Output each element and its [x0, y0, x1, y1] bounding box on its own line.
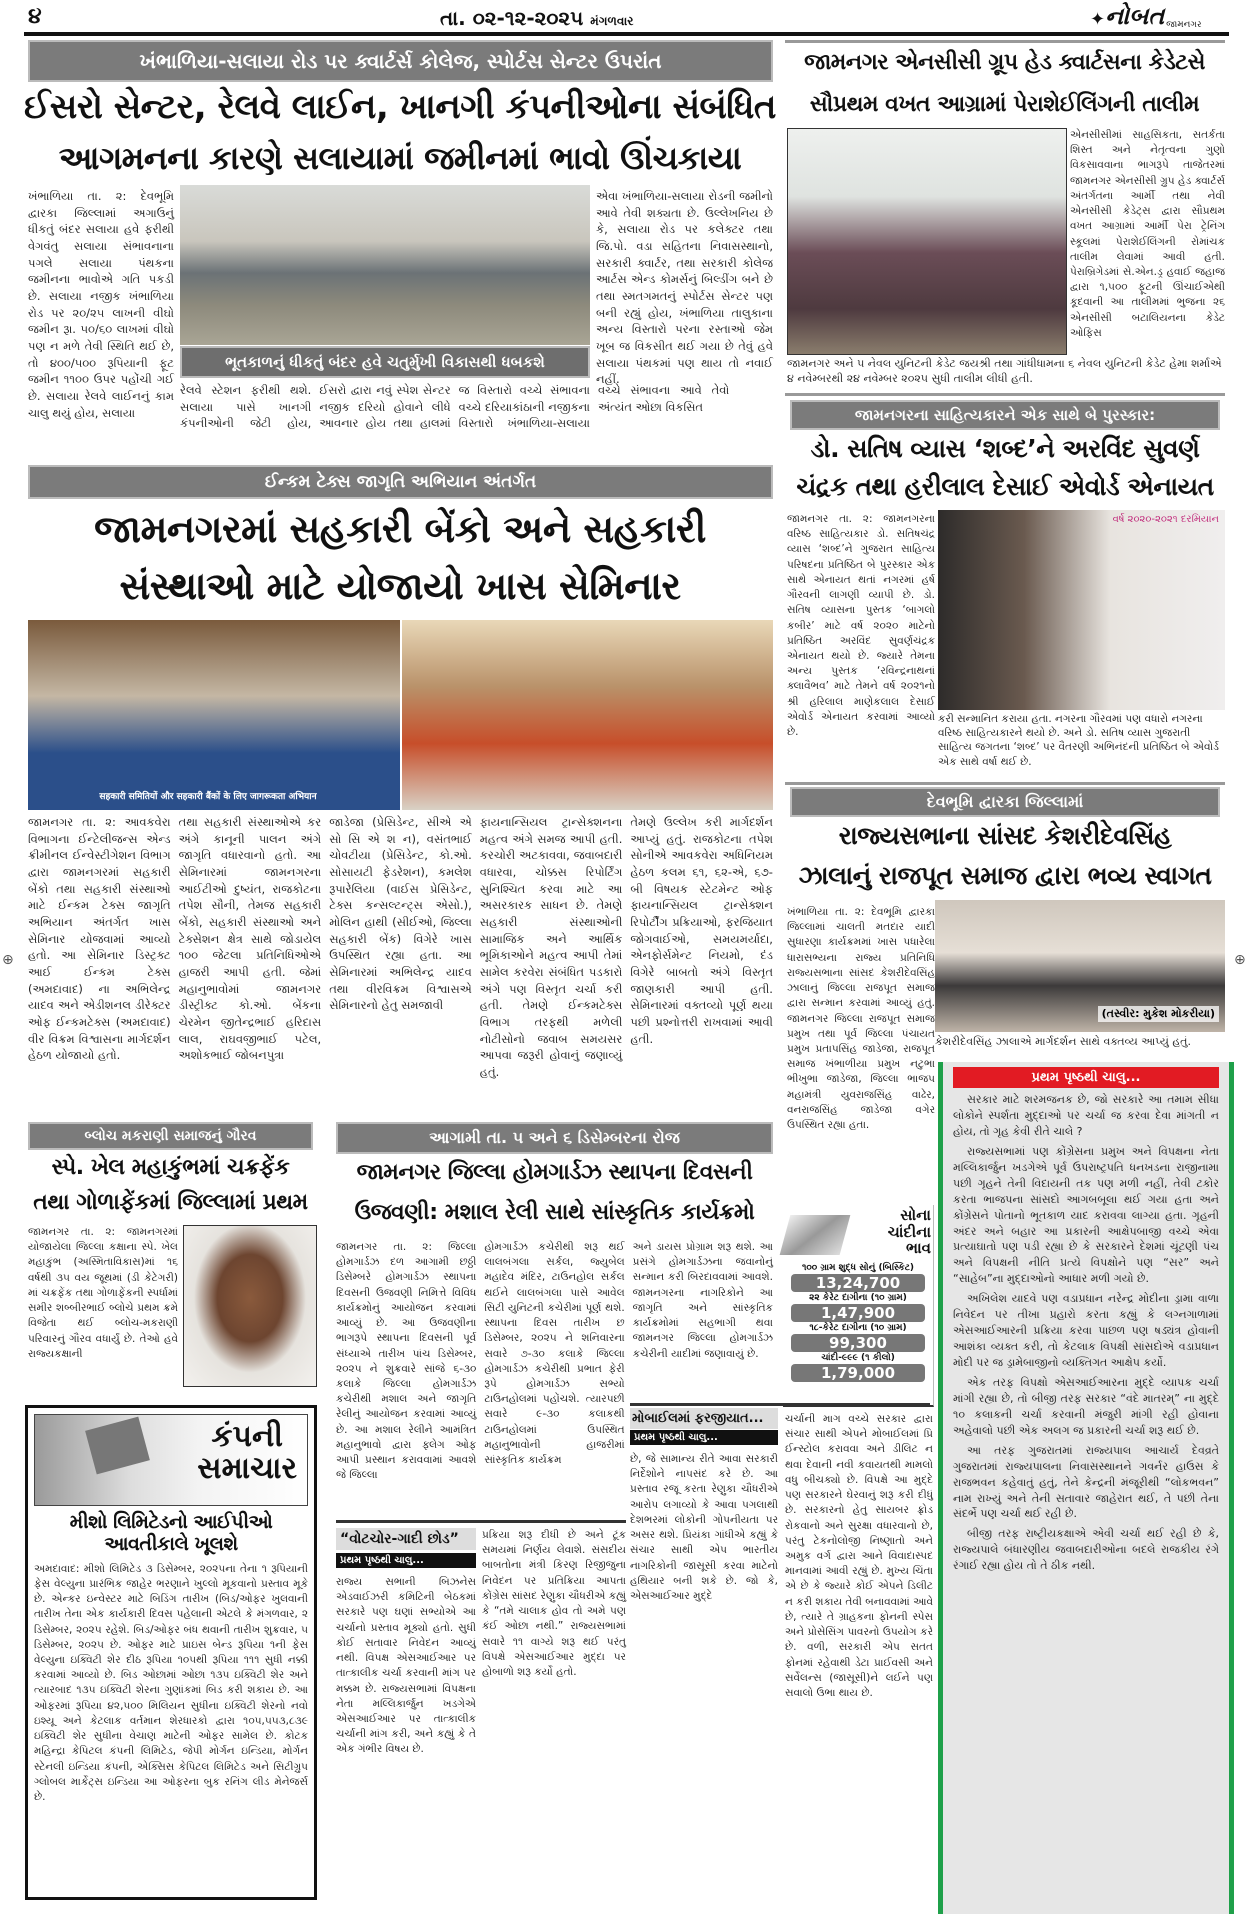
- company-news-headline: મીશો લિમિટેડનો આઈપીઓ આવતીકાલે ખૂલશે: [69, 1511, 273, 1555]
- company-news-banner: [34, 1414, 308, 1506]
- continued-paragraph: એક તરફ વિપક્ષો એસઆઈઆરના મુદ્દે વ્યાપક ચર્ચા માંગી રહ્યા છે, તો બીજી તરફ સરકાર “વંદે માતરમ્” ના મુદ્દે ૧૦ કલાકની ચર્ચા કરવાની મંજુરી માંગી રહી હોવાના અહેવાલો પછી એક અલગ જ પ્રકારની ચર્ચા શરૂ થઈ છે.: [953, 1375, 1219, 1437]
- logo-city: જામનગર: [1166, 20, 1202, 30]
- rajput-headline-1: રાજ્યસભાના સાંસદ કેશરીદેવસિંહ: [838, 821, 1172, 850]
- award-caption: કરી સન્માનિત કરાયા હતા. નગરના ગૌરવમાં પણ વધારો નગરના વરિષ્ઠ સાહિત્યકારને થયો છે. અને ડો. સતિષ વ્યાસ ગુજરાતી સાહિત્ય જગતના ‘શબ્દ’ પર વૈતરણી અભિનંદની પ્રતિષ્ઠિત બે એવોર્ડ એક સાથે વર્ષા થઈ છે.: [938, 713, 1219, 768]
- baloch-headline-2: તથા ગોળાફેંકમાં જિલ્લામાં પ્રથમ: [33, 1190, 308, 1215]
- salaya-body-bottom: રેલવે સ્ટેશન ફરીથી થશે. સલાયા પાસે ખાનગી કંપનીઓની જેટી હોય, ઈસરો દ્વારા નવું સ્પેશ સેન્ટર નજીક દરિયો હોવાને લીધે આવનાર હોય તથા હાલમાં જ વિસ્તારો વચ્ચે સંભાવના વચ્ચે દરિયાકાંઠાની નજીકના વિસ્તારો ખંભાળિયા-સલાયા વચ્ચે સંભાવના આવે તેવો અંત્યંત ઓછા વિકસિત: [180, 383, 730, 431]
- seminar-column: ફાયનાન્સિયલ ટ્રાન્સેક્શનના મહત્વ અંગે સમજ આપી હતી. કરચોરી અટકાવવા, જવાબદારી વધારવા, ચોક્કસ રિપોર્ટિંગ સુનિશ્ચિત કરવા માટે આ અસરકારક સાધન છે. તેમણે સહકારી સંસ્થાઓની સામાજિક અને આર્થિક ભૂમિકાઓને મહત્વ આપી તેમાં સામેલ કરવેરા સંબંધિત પડકારો અંગે પણ વિસ્તૃત ચર્ચા કરી હતી. તેમણે ઈન્કમટેક્સ વિભાગ તરફથી મળેલી નોટીસોનો જવાબ સમયસર આપવા જરૂરી હોવાનું જણાવ્યું હતું.: [479, 815, 623, 1080]
- seminar-column: જાડેજા (પ્રેસિડેન્ટ, સીએ એ સો સિ એ શ ન), વસંતભાઈ ચોવટીયા (પ્રેસિડેન્ટ, કો.ઓ. સોસાયટી ફેડરેશન), કમલેશ રૂપારેલિયા (વાઈસ પ્રેસિડેન્ટ, ટેક્સ કન્સલ્ટન્ટ્સ એસો.), મોલિન હાથી (સીઈઓ, જિલ્લા સહકારી બેંક) વિગેરે ખાસ ઉપસ્થિત રહ્યા હતા. આ સેમિનારમાં અભિલેન્દ્ર યાદવ તથા વીરવિક્રમ વિશ્વાસએ સેમિનારનો હેતુ સમજાવી: [329, 815, 472, 1013]
- homeguard-column: જામનગર તા. ૨: જિલ્લા હોમગાર્ડઝ દળ આગામી છઠ્ઠી ડિસેમ્બરે હોમગાર્ડઝ સ્થાપના દિવસની ઉજવણી નિમિત્તે વિવિધ કાર્યક્રમોનું આયોજન કરવામાં આવ્યું છે. આ ઉજવણીના ભાગરૂપે સ્થાપના દિવસની પૂર્વ સંધ્યાએ તારીખ પાંચ ડિસેમ્બર, ૨૦૨૫ ને શુક્રવારે સાંજે ૬-૩૦ કલાકે જિલ્લા હોમગાર્ડઝ કચેરીથી મશાલ અને જાગૃતિ રેલીનું આયોજન કરવામાં આવ્યું છે. આ મશાલ રેલીને આમંત્રિત મહાનુભાવો દ્વારા ફ્લેગ ઓફ આપી પ્રસ્થાન કરાવવામાં આવશે જે જિલ્લા: [336, 1241, 477, 1482]
- gold-prices-box: [783, 1205, 934, 1407]
- salaya-body-right: એવા ખંભાળિયા-સલાયા રોડની જમીનો આવે તેવી શક્યતા છે. ઉલ્લેખનિય છે કે, સલાયા રોડ પર કલેક્ટર તથા જિ.પો. વડા સહિતના નિવાસસ્થાનો, સરકારી ક્વાર્ટર, તથા સરકારી કોલેજ આર્ટસ એન્ડ કોમર્સનું બિલ્ડીંગ બને છે તથા સ્મતગમતનું સ્પોર્ટસ સેન્ટર પણ બની રહ્યું હોય, ખંભાળિયા તાલુકાના અન્ય વિસ્તારો પરના રસ્તાઓ જેમ ખૂબ જ વિકસીત થઈ ગયા છે તેવું હવે સલાયા પંથકમાં પણ થાય તો નવાઈ નહીં.: [596, 189, 773, 387]
- ncc-cadets-photo: [787, 128, 1067, 355]
- gold-title-1: સોના: [900, 1206, 931, 1224]
- votechor-label: પ્રથમ પૃષ્ઠથી ચાલુ...: [336, 1553, 476, 1568]
- company-news-title-1: કંપની: [211, 1419, 283, 1454]
- mobile-top-rule: [630, 1403, 930, 1406]
- ncc-headline-2: સૌપ્રથમ વખત આગ્રામાં પેરાશેઈલિંગની તાલીમ: [809, 92, 1200, 117]
- award-kicker: જામનગરના સાહિત્યકારને એક સાથે બે પુરસ્કાર:: [790, 400, 1220, 430]
- award-body: જામનગર તા. ૨: જામનગરના વરિષ્ઠ સાહિત્યકાર ડો. સતિષચંદ્ર વ્યાસ ‘શબ્દ’ને ગુજરાત સાહિત્ય પરિષદના પ્રતિષ્ઠિત બે પુરસ્કાર એક સાથે એનાયત થતાં નગરમાં હર્ષ ગૌરવની લાગણી વ્યાપી છે. ડો. સતિષ વ્યાસના પુસ્તક ‘બાગલો કબીર’ માટે વર્ષ ૨૦૨૦ માટેનો પ્રતિષ્ઠિત અરવિંદ સુવર્ણચંદ્રક એનાયત થયો છે. જ્યારે તેમના અન્ય પુસ્તક ‘રવિન્દ્રનાથનાં ક્લાવૈભવ’ માટે તેમને વર્ષ ૨૦૨૧નો શ્રી હરિલાલ માણેકલાલ દેસાઈ એવોર્ડ એનાયત કરવામાં આવ્યો છે.: [787, 513, 935, 739]
- company-news-title: [197, 1421, 297, 1484]
- continued-paragraph: આ તરફ ગુજરાતમાં રાજ્યપાલ આચાર્ય દેવવ્રતે ગુજરાતમાં રાજ્યપાલના નિવાસસ્થાનને ગવર્નર હાઉસ કે રાજભવન કહેવાતું હતું, તેને કેન્દ્રની મંજૂરીથી “લોકભવન” નામ રાખ્યું અને તેની સતાવાર જાહેરાત થઈ, તે પછી તેના સંદર્ભે પણ ચર્ચા થઈ રહી છે.: [953, 1443, 1219, 1521]
- rajput-top-rule: [785, 782, 1225, 785]
- continued-box: [938, 1062, 1234, 1914]
- gold-price-label: ૧૮-કેરેટ દાગીના (૧૦ ગ્રામ): [809, 1323, 907, 1333]
- seminar-column: તેમણે ઉલ્લેખ કરી માર્ગદર્શન આપ્યું હતું. રાજકોટના તપેશ સોનીએ આવકવેરા અધિનિયમ હેઠળ કલમ ૬૧, ૬૨-એ, ૬૭-બી વિષયક સ્ટેટમેન્ટ ઓફ ફાયનાન્સિયલ ટ્રાન્સેક્શન રિપોર્ટીંગ પ્રક્રિયાઓ, ફરજિયાત જોગવાઈઓ, સમયમર્યાદા, એનફોર્સમેન્ટ નિયમો, દંડ વિગેરે બાબતો અંગે વિસ્તૃત જાણકારી આપી હતી. સેમિનારમાં વક્તવ્યો પૂર્ણ થયા પછી પ્રશ્નોત્તરી રાખવામાં આવી હતી.: [630, 815, 773, 1046]
- mobile-label: પ્રથમ પૃષ્ઠથી ચાલુ...: [630, 1430, 778, 1445]
- continued-paragraph: રાજ્યસભામાં પણ કોંગ્રેસના પ્રમુખ અને વિપક્ષના નેતા મલ્લિકાર્જુન ખડગેએ પૂર્વ ઉપરાષ્ટ્રપતિ ધનખડના રાજીનામા પછી ગૃહને તેની વિદાયની તક પણ મળી નહીં, તેવી ટકોર કરતા ભાજપના સાંસદો આગબબૂલા થઈ ગયા હતા અને કોંગ્રેસને પોતાનો ભૂતકાળ યાદ કરાવવા લાગ્યા હતા. ગૃહની અંદર અને બહાર આ પ્રકારની આક્ષેપબાજી વચ્ચે એવા પ્રત્યાઘાતો પણ પડી રહ્યા છે કે સરકારને દેશમાં ચૂંટણી પંચ અને વિપક્ષની નીતિ પ્રત્યે વિપક્ષોને પણ “સર” અને “સાહેબ”ના મુદ્દાઓનો આધાર મળી ગયો છે.: [953, 1144, 1219, 1286]
- newspaper-logo: [1090, 2, 1202, 30]
- seminar-banner-text: सहकारी समितियों और सहकारी बैंकों के लिए जागरूकता अभियान: [99, 792, 317, 802]
- issue-date: [440, 6, 634, 30]
- salaya-kicker: ખંભાળિયા-સલાયા રોડ પર ક્વાર્ટર્સ કોલેજ, સ્પોર્ટસ સેન્ટર ઉપરાંત: [28, 40, 773, 82]
- seminar-headline-2: સંસ્થાઓ માટે યોજાયો ખાસ સેમિનાર: [119, 564, 681, 608]
- company-news-body: અમદાવાદ: મીશો લિમિટેડ ૩ ડિસેમ્બર, ૨૦૨૫ના તેના ૧ રૂપિયાની ફેસ વેલ્યુના પ્રારંભિક જાહેર ભરણાને ખુલ્લો મૂકવાનો પ્રસ્તાવ મૂકે છે. એન્કર ઇન્વેસ્ટર માટે બિડિંગ તારીખ (બિડ/ઓફર ખુલવાની તારીખ તેના એક કાર્યકારી દિવસ પહેલાની એટલે કે મંગળવાર, ૨ ડિસેમ્બર, ૨૦૨૫ રહેશે. બિડ/ઓફર બંધ થવાની તારીખ શુક્રવાર, ૫ ડિસેમ્બર, ૨૦૨૫ છે. ઓફર માટે પ્રાઇસ બેન્ડ રૂપિયા ૧ની ફેસ વેલ્યુના ઇક્વિટી શેર દીઠ રૂપિયા ૧૦૫થી રૂપિયા ૧૧૧ સુધી નક્કી કરવામાં આવ્યો છે. બિડ ઓછામાં ઓછા ૧૩૫ ઇક્વિટી શેર અને ત્યારબાદ ૧૩૫ ઇક્વિટી શેરના ગુણાંકમાં બિડ કરી શકાય છે. આ ઓફરમાં રૂપિયા ૪૨,૫૦૦ મિલિયન સુધીના ઇક્વિટી શેરનો નવો ઇશ્યૂ અને કેટલાક વર્તમાન શેરધારકો દ્વારા ૧૦૫,૫૫૩,૮૩૯ ઇક્વિટી શેર સુધીના વેચાણ માટેની ઓફર સામેલ છે. કોટક મહિન્દ્રા કેપિટલ કંપની લિમિટેડ, જેપી મોર્ગન ઇન્ડિયા, મોર્ગન સ્ટેનલી ઇન્ડિયા કંપની, એક્સિસ કેપિટલ લિમિટેડ અને સિટીગ્રુપ ગ્લોબલ માર્કેટ્સ ઇન્ડિયા આ ઓફરના બુક રનિંગ લીડ મેનેજર્સ છે.: [34, 1562, 308, 1803]
- logo-emblem-icon: ✦: [1090, 9, 1106, 30]
- registration-mark-icon: ⊕: [2, 952, 14, 968]
- ncc-body: એનસીસીમાં સાહસિકતા, સતર્કતા શિસ્ત અને નેતૃત્વના ગુણો વિકસાવવાના ભાગરૂપે તાજેતરમાં જામનગર એનસીસી ગ્રુપ હેડ ક્વાર્ટર્સ અંતર્ગતના આર્મી તથા નેવી એનસીસી કેડેટ્સ દ્વારા સૌપ્રથમ વખત આગ્રામાં આર્મી પેરા ટ્રેનિંગ સ્કૂલમાં પેરાશેઈલિંગની રોમાંચક તાલીમ લેવામાં આવી હતી. પેરાબ્રિગેડમાં સે.એન.ડ્ર હવાઈ જહાજ દ્વારા ૧,૫૦૦ ફૂટની ઊંચાઈએથી કૂદવાની આ તાલીમમાં ભુજના ૨૬ એનસીસી બટાલિયનના કેડેટ ઓફિસ: [1070, 129, 1225, 339]
- rajput-headline-2: ઝાલાનું રાજપૂત સમાજ દ્વારા ભવ્ય સ્વાગત: [798, 861, 1212, 890]
- award-photo-banner: વર્ષ ૨૦૨૦-૨૦૨૧ દરમિયાન: [1112, 514, 1219, 525]
- votechor-headline: “વોટચોર-ગાદી છોડ”: [336, 1528, 476, 1550]
- votechor-column: પ્રક્રિયા શરૂ દીધી છે અને ટૂંક સમયમાં નિર્ણય લેવાશે. સંસદીય બાબતોના મંત્રી કિરણ રિજીજુના નિવેદન પર પ્રતિક્રિયા આપતા કોંગ્રેસ સાંસદ રેણુકા ચૌધરીએ કહ્યું કે “તમે ચાલાક હોવ તો અમે પણ કંઈ ઓછા નથી.” રાજ્યસભામાં સવારે ૧૧ વાગ્યે શરૂ થઈ પરંતુ વિપક્ષે એસઆઈઆર મુદ્દા પર હોબાળો શરૂ કર્યો હતો.: [482, 1529, 626, 1678]
- gold-title-3: ભાવ: [905, 1239, 931, 1257]
- seminar-stage-photo: [28, 620, 400, 810]
- ncc-headline-1: જામનગર એનસીસી ગ્રૂપ હેડ ક્વાર્ટસના કેડેટસે: [804, 50, 1205, 75]
- seminar-columns: [28, 814, 773, 1110]
- salaya-headline-1: ઈસરો સેન્ટર, રેલવે લાઈન, ખાનગી કંપનીઓના સંબંધિત: [24, 87, 776, 127]
- registration-mark-icon: ⊕: [1234, 952, 1246, 968]
- seminar-column: તથા સહકારી સંસ્થાઓએ કર અંગે કાનૂની પાલન અંગે જાગૃતિ વધારવાનો હતો. આ સેમિનારમાં જામનગરના આઈટીઓ દુષ્યંત, રાજકોટના તપેશ સૌની, તેમજ સહકારી બેંકો, સહકારી સંસ્થાઓ અને ટેક્સેશન ક્ષેત્ર સાથે જોડાયેલ ૧૦૦ જેટલા પ્રતિનિધિઓએ હાજરી આપી હતી. જેમાં મહાનુભાવોમાં જામનગર ડીસ્ટ્રીક્ટ કો.ઓ. બેંકના ચેરમેન જીતેન્દ્રભાઈ હરિદાસ લાલ, રાઘવજીભાઈ પટેલ, અશોકભાઈ જોબનપુત્રા: [178, 815, 322, 1063]
- weekday-text: મંગળવાર: [590, 14, 634, 28]
- continued-body: [953, 1092, 1219, 1902]
- seminar-kicker: ઈન્કમ ટેક્સ જાગૃતિ અભિયાન અંતર્ગત: [28, 465, 773, 499]
- seminar-column: જામનગર તા. ૨: આવકવેરા વિભાગના ઈન્ટેલીજન્સ એન્ડ ક્રીમીનલ ઈન્વેસ્ટીગેશન વિભાગ દ્વારા જામનગરમાં સહકારી બેંકો તથા સહકારી સંસ્થાઓ માટે ઈન્કમ ટેક્સ જાગૃતિ અભિયાન અંતર્ગત ખાસ સેમિનાર યોજવામાં આવ્યો હતો. આ સેમિનાર ડિસ્ટ્રક્ટ આઈ ઈન્કમ ટેક્સ (અમદાવાદ) ના અભિલેન્દ્ર યાદવ અને એડીશનલ ડીરેક્ટર ઓફ ઈન્કમટેક્સ (અમદાવાદ) વીર વિક્રમ વિશ્વાસના માર્ગદર્શન હેઠળ યોજાયો હતો.: [28, 815, 171, 1063]
- baloch-headline-1: સ્પે. ખેલ મહાકુંભમાં ચક્રફેંક: [51, 1155, 290, 1180]
- baloch-kicker: બ્લોચ મકરાણી સમાજનું ગૌરવ: [28, 1122, 313, 1150]
- rajput-body: ખંભાળિયા તા. ૨: દેવભૂમિ દ્વારકા જિલ્લામાં ચાલતી મતદાર યાદી સુધારણા કાર્યક્રમમાં ખાસ પધારેલા ધારાસભ્યના રાજ્ય પ્રતિનિધિ રાજ્યસભાના સાંસદ કેશરીદેવસિંહ ઝાલાનું જિલ્લા રાજપૂત સમાજ દ્વારા સન્માન કરવામાં આવ્યું હતું. જામનગર જિલ્લા રાજપૂત સમાજ પ્રમુખ તથા પૂર્વ જિલ્લા પંચાયત પ્રમુખ પ્રતાપસિંહ જાડેજા, રાજપૂત સમાજ ખંભાળીયા પ્રમુખ નટુભા ભીખુભા જાડેજા, જિલ્લા ભાજપ મહામંત્રી યુવરાજસિંહ વાઢેર, વનરાજસિંહ જાડેજા વગેર ઉપસ્થિત રહ્યા હતા.: [787, 906, 935, 1132]
- baloch-winner-photo: [183, 1225, 317, 1387]
- mobile-body-continued: ચર્ચાની માગ વચ્ચે સરકાર દ્વારા સંચાર સાથી એપને મોબાઈલમાં પ્રિ ઈન્સ્ટોલ કરાવવા અને ડીલિટ ન થવા દેવાની નવી કવાયતથી મામલો વધુ બીચક્યો છે. વિપક્ષે આ મુદ્દે પણ સરકારને ઘેરવાનું શરૂ કરી દીધું છે. સરકારનો હેતુ સાયબર ફ્રોડ રોકવાનો અને સુરક્ષા વધારવાનો છે, પરંતુ ટેકનોલોજી નિષ્ણાતો અને અમુક વર્ગ દ્વારા આને વિવાદાસ્પદ માનવામાં આવી રહ્યું છે. મુખ્ય ચિંતા એ છે કે જ્યારે કોઈ એપને ડિલીટ ન કરી શકાય તેવી બનાવવામાં આવે છે, ત્યારે તે ગ્રાહકના ફોનની સ્પેસ અને પ્રોસેસિંગ પાવરનો ઉપયોગ કરે છે. વળી, સરકારી એપ સતત ફોનમાં રહેવાથી ડેટા પ્રાઈવસી અને સર્વેલન્સ (જાસૂસી)ને લઈને પણ સવાલો ઉભા થાય છે.: [785, 1413, 933, 1699]
- gold-title: [888, 1207, 931, 1257]
- company-news-box: [25, 1405, 317, 1900]
- salaya-photo-caption: ભૂતકાળનું ધીકતું બંદર હવે ચતુર્મુખી વિકાસથી ધબકશે: [180, 346, 590, 378]
- homeguard-bottom-rule: [336, 1520, 626, 1523]
- salaya-port-photo: [180, 185, 590, 345]
- homeguard-headline-1: જામનગર જિલ્લા હોમગાર્ડઝ સ્થાપના દિવસની: [356, 1160, 753, 1185]
- rajput-photo-credit: (તસ્વીર: મુકેશ મોકરીયા): [1098, 1006, 1219, 1022]
- salaya-body-left: ખંભાળિયા તા. ૨: દેવભૂમિ દ્વારકા જિલ્લામાં અગાઉનું ધીકતું બંદર સલાયા હવે ફરીથી વેગવંતુ સલાયા સંભાવનાના પગલે સલાયા પંથકના જમીનના ભાવોએ ગતિ પકડી છે. સલાયા નજીક ખંભાળિયા રોડ પર ૨૦/૨૫ લાખની વીઘો જમીન રૂા. ૫૦/૬૦ લાખમાં વીઘો પણ ન મળે તેવી સ્થિતિ થઈ છે, તો ૪૦૦/૫૦૦ રૂપિયાની ફૂટ જમીન ૧૧૦૦ ઉપર પહોંચી ગઈ છે. સલાયા રેલવે લાઈનનું કામ ચાલુ થયું હોય, સલાયા: [28, 189, 174, 420]
- mobile-body: છે, જે સામાન્ય રીતે આવા સરકારી નિર્દેશોને નાપસંદ કરે છે. આ પ્રસ્તાવ રજૂ કરતા રેણુકા ચૌધરીએ આરોપ લગાવ્યો કે આવા પગલાથી દેશભરમાં લોકોની ગોપનીયતા પર અસર થશે. પ્રિયંકા ગાંધીએ કહ્યું કે સંચાર સાથી એપ ભારતીય નાગરિકોની જાસૂસી કરવા માટેનો હથિયાર બની શકે છે. જો કે, એસઆઈઆર મુદ્દે: [630, 1453, 778, 1602]
- award-headline-1: ડો. સતિષ વ્યાસ ‘શબ્દ’ને અરવિંદ સુવર્ણ: [810, 434, 1200, 463]
- laptop-icon: [85, 1417, 150, 1475]
- continued-paragraph: અખિલેશ યાદવે પણ વડાપ્રધાન નરેન્દ્ર મોદીના ડ્રામા વાળા નિવેદન પર તીખા પ્રહારો કરતા કહ્યું કે લગ્નગાળામાં એસઆઈઆરની પ્રક્રિયા કરવા પાછળ પણ ષડ્યંત્ર હોવાની આશંકા વ્યક્ત કરી, તો કેટલાક વિપક્ષી સાંસદોએ વડાપ્રધાન મોદી પર જ ડ્રામેબાજીનો વ્યક્તિગત આક્ષેપ કર્યો.: [953, 1292, 1219, 1369]
- homeguard-kicker: આગામી તા. ૫ અને ૬ ડિસેમ્બરના રોજ: [336, 1122, 773, 1154]
- mobile-headline: મોબાઈલમાં ફરજીયાત...: [630, 1408, 778, 1429]
- rajput-welcome-photo: [935, 900, 1225, 1032]
- rajput-kicker: દેવભૂમિ દ્વારકા જિલ્લામાં: [790, 787, 1220, 817]
- award-headline-2: ચંદ્રક તથા હરીલાલ દેસાઈ એવોર્ડ એનાયત: [796, 472, 1214, 501]
- seminar-headline-1: જામનગરમાં સહકારી બેંકો અને સહકારી: [94, 507, 706, 551]
- continued-label: પ્રથમ પૃષ્ઠથી ચાલુ...: [953, 1067, 1219, 1088]
- gold-price-value: 13,24,700: [791, 1274, 925, 1292]
- gold-price-value: 1,79,000: [791, 1364, 925, 1382]
- company-news-title-2: સમાચાર: [197, 1450, 297, 1486]
- homeguard-column: હોમગાર્ડઝ કચેરીથી શરૂ થઈ લાલબંગલા સર્કલ, જ્યુબેલ મહાદેવ મંદિર, ટાઉનહોલ સર્કલ થઈને લાલબંગલા પાસે આવેલ સિટી યુનિટની કચેરીમાં પૂર્ણ થશે. સ્થાપના દિવસ તારીખ છ ડિસેમ્બર, ૨૦૨૫ ને શનિવારના સવારે ૭-૩૦ કલાકે જિલ્લા હોમગાર્ડઝ કચેરીથી પ્રભાત ફેરી રૂપે હોમગાર્ડઝ સભ્યો ટાઉનહોલમાં પહોંચશે. ત્યારપછી સવારે ૯-૩૦ કલાકથી ટાઉનહોલમાં ઉપસ્થિત મહાનુભાવોની હાજરીમાં સાંસ્કૃતિક કાર્યક્રમ: [484, 1241, 625, 1467]
- continued-paragraph: બીજી તરફ રાષ્ટ્રીયકક્ષાએ એવી ચર્ચા થઈ રહી છે કે, રાજ્યપાલે બંધારણીય જવાબદારીઓના બદલે રાજકીય રંગે રંગાઈ રહ્યા હોય તો તે ઠીક નથી.: [953, 1527, 1219, 1573]
- salaya-headline-2: આગમનના કારણે સલાયામાં જમીનમાં ભાવો ઊંચકાયા: [58, 139, 742, 177]
- gold-title-2: ચાંદીના: [887, 1222, 931, 1241]
- gold-price-label: ૨૨ કેરેટ દાગીના (૧૦ ગ્રામ): [809, 1293, 907, 1303]
- award-ceremony-photo: [938, 510, 1225, 710]
- gold-price-label: ચાંદી-૯૯૯ (૧ કીલો): [821, 1353, 895, 1363]
- gold-price-value: 99,300: [791, 1334, 925, 1352]
- gold-price-value: 1,47,900: [791, 1304, 925, 1322]
- page-number: ૪: [28, 4, 42, 29]
- rajput-caption: કેશરીદેવસિંહ ઝાલાએ માર્ગદર્શન સાથે વક્તવ્ય આપ્યું હતું.: [935, 1035, 1191, 1048]
- gold-bars-icon: [780, 1215, 851, 1255]
- seminar-audience-photo: [402, 620, 773, 810]
- date-text: તા. ૦૨-૧૨-૨૦૨૫: [440, 6, 584, 30]
- ncc-top-rule: [785, 40, 1225, 43]
- ncc-caption: જામનગર અને ૫ નેવલ યુનિટની કેડેટ જયશ્રી તથા ગાંધીધામના ૬ નેવલ યુનિટની કેડેટ હેમા શર્માએ ૪ નવેમ્બરથી ૨૪ નવેમ્બર ૨૦૨૫ સુધી તાલીમ લીધી હતી.: [787, 357, 1222, 385]
- header-rule: [24, 32, 1229, 36]
- votechor-column: રાજ્ય સભાની બિઝનેસ એડવાઈઝરી કમિટિની બેઠકમાં સરકારે પણ ઘણાં સભ્યોએ આ ચર્ચાનો પ્રસ્તાવ મૂક્યો હતો. સુધી કોઈ સતાવાર નિવેદન આવ્યું નથી. વિપક્ષ એસઆઈઆર પર તાત્કાલીક ચર્ચા કરવાની માંગ પર મક્કમ છે. રાજ્યસભામાં વિપક્ષના નેતા મલ્લિકાર્જુન ખડગેએ એસઆઈઆર પર તાત્કાલીક ચર્ચાની માંગ કરી, અને કહ્યું કે તે એક ગંભીર વિષય છે.: [336, 1576, 476, 1756]
- continued-paragraph: સરકાર માટે શરમજનક છે, જો સરકારે આ તમામ સીધા લોકોને સ્પર્શતા મુદ્દાઓ પર ચર્ચા જ કરવા દેવા માંગતી ન હોય, તો ગૃહ કેવી રીતે ચાલે ?: [953, 1093, 1219, 1138]
- logo-text: નોબત: [1105, 2, 1165, 30]
- gold-price-label: ૧૦૦ ગ્રામ શુદ્ધ સોનું (બિસ્કિટ): [801, 1263, 915, 1273]
- baloch-body: જામનગર તા. ૨: જામનગરમાં યોજાયેલા જિલ્લા કક્ષાના સ્પે. ખેલ મહાકુંભ (અસ્મિતાવિકાસ)માં ૧૬ વર્ષથી ૩૫ વય જૂથમાં (ડી કેટેગરી) માં ચક્રફેંક તથા ગોળાફેંકની સ્પર્ધામાં સમીર શબ્બીરભાઈ બ્લોચે પ્રથમ ક્રમે વિજેતા થઈ બ્લોચ-મકરાણી પરિવારનું ગૌરવ વધાર્યું છે. તેઓ હવે રાજ્યકક્ષાની: [28, 1226, 178, 1360]
- homeguard-column: અને ડાયસ પ્રોગ્રામ શરૂ થશે. આ પ્રસંગે હોમગાર્ડઝના જવાનોનું સન્માન કરી બિરદાવવામાં આવશે. જામનગરના નાગરિકોને આ જાગૃતિ અને સાંસ્કૃતિક કાર્યક્રમોમાં સહભાગી થવા જામનગર જિલ્લા હોમગાર્ડઝ કચેરીની યાદીમાં જણાવાયું છે.: [632, 1241, 773, 1360]
- homeguard-headline-2: ઉજવણી: મશાલ રેલી સાથે સાંસ્કૃતિક કાર્યક્રમો: [354, 1200, 755, 1225]
